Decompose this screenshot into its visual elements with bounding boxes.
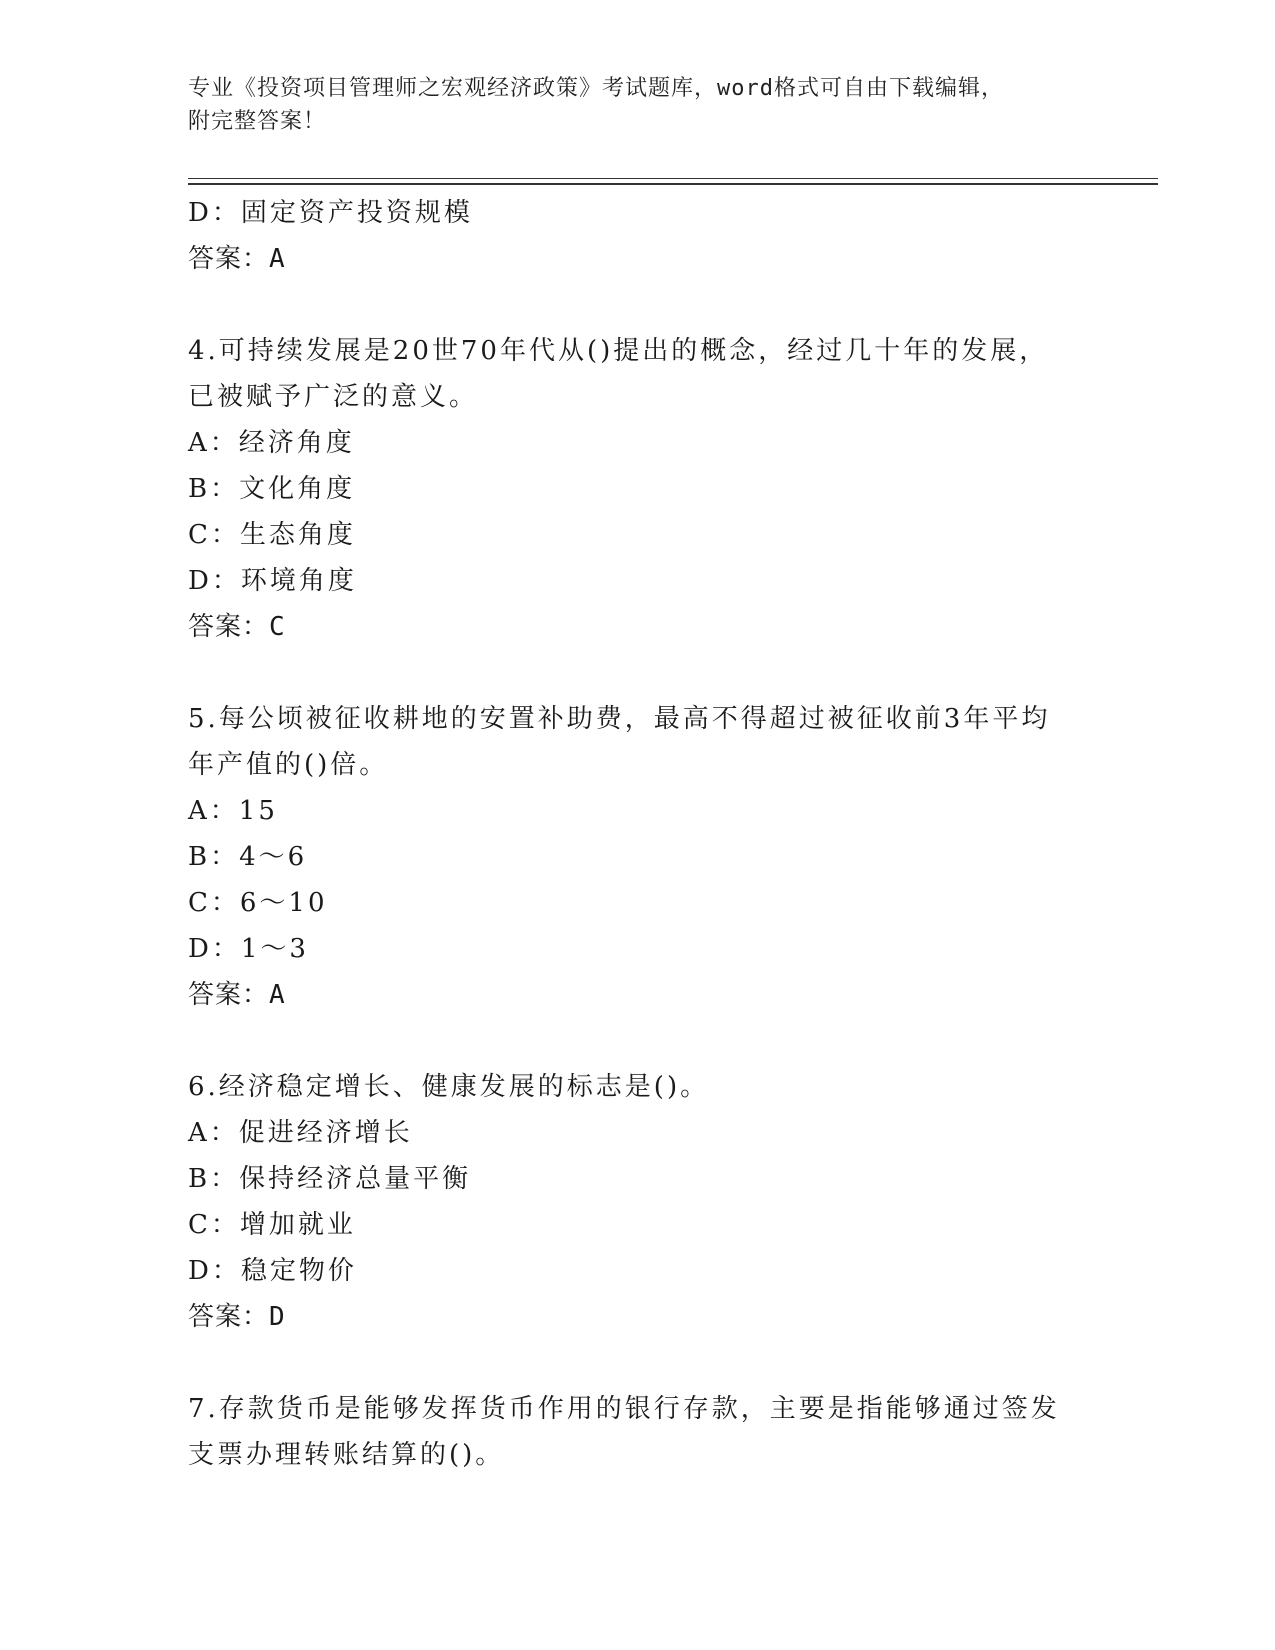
document-header [188,72,1088,138]
option-a: A：经济角度 [188,428,355,458]
prev-question-tail [188,190,1088,282]
option-d: D：固定资产投资规模 [188,198,473,228]
question-stem: 7.存款货币是能够发挥货币作用的银行存款，主要是指能够通过签发 [188,1394,1060,1424]
answer-line: 答案：A [188,244,286,274]
option-c: C：生态角度 [188,520,356,550]
option-a: A：促进经济增长 [188,1118,413,1148]
header-line-1: 专业《投资项目管理师之宏观经济政策》考试题库，word格式可自由下载编辑， [188,76,1004,101]
question-stem-cont: 支票办理转账结算的()。 [188,1440,505,1470]
header-divider-thick [188,183,1158,185]
question-5 [188,696,1088,1018]
question-7 [188,1386,1088,1478]
question-stem: 4.可持续发展是20世70年代从()提出的概念，经过几十年的发展， [188,336,1049,366]
option-c: C：增加就业 [188,1210,356,1240]
option-d: D：环境角度 [188,566,357,596]
header-line-2: 附完整答案！ [188,109,327,134]
answer-line: 答案：D [188,1302,286,1332]
answer-line: 答案：A [188,980,286,1010]
header-divider-thin [188,178,1158,179]
option-d: D：稳定物价 [188,1256,357,1286]
answer-line: 答案：C [188,612,286,642]
option-d: D：1～3 [188,934,309,964]
question-stem: 6.经济稳定增长、健康发展的标志是()。 [188,1072,710,1102]
question-4 [188,328,1088,650]
question-stem: 5.每公顷被征收耕地的安置补助费，最高不得超过被征收前3年平均 [188,704,1051,734]
question-6 [188,1064,1088,1340]
question-stem-cont: 年产值的()倍。 [188,750,389,780]
question-list [188,190,1088,1478]
option-c: C：6～10 [188,888,328,918]
option-b: B：保持经济总量平衡 [188,1164,472,1194]
question-stem-cont: 已被赋予广泛的意义。 [188,382,479,412]
option-b: B：4～6 [188,842,308,872]
option-b: B：文化角度 [188,474,356,504]
option-a: A：15 [188,796,278,826]
